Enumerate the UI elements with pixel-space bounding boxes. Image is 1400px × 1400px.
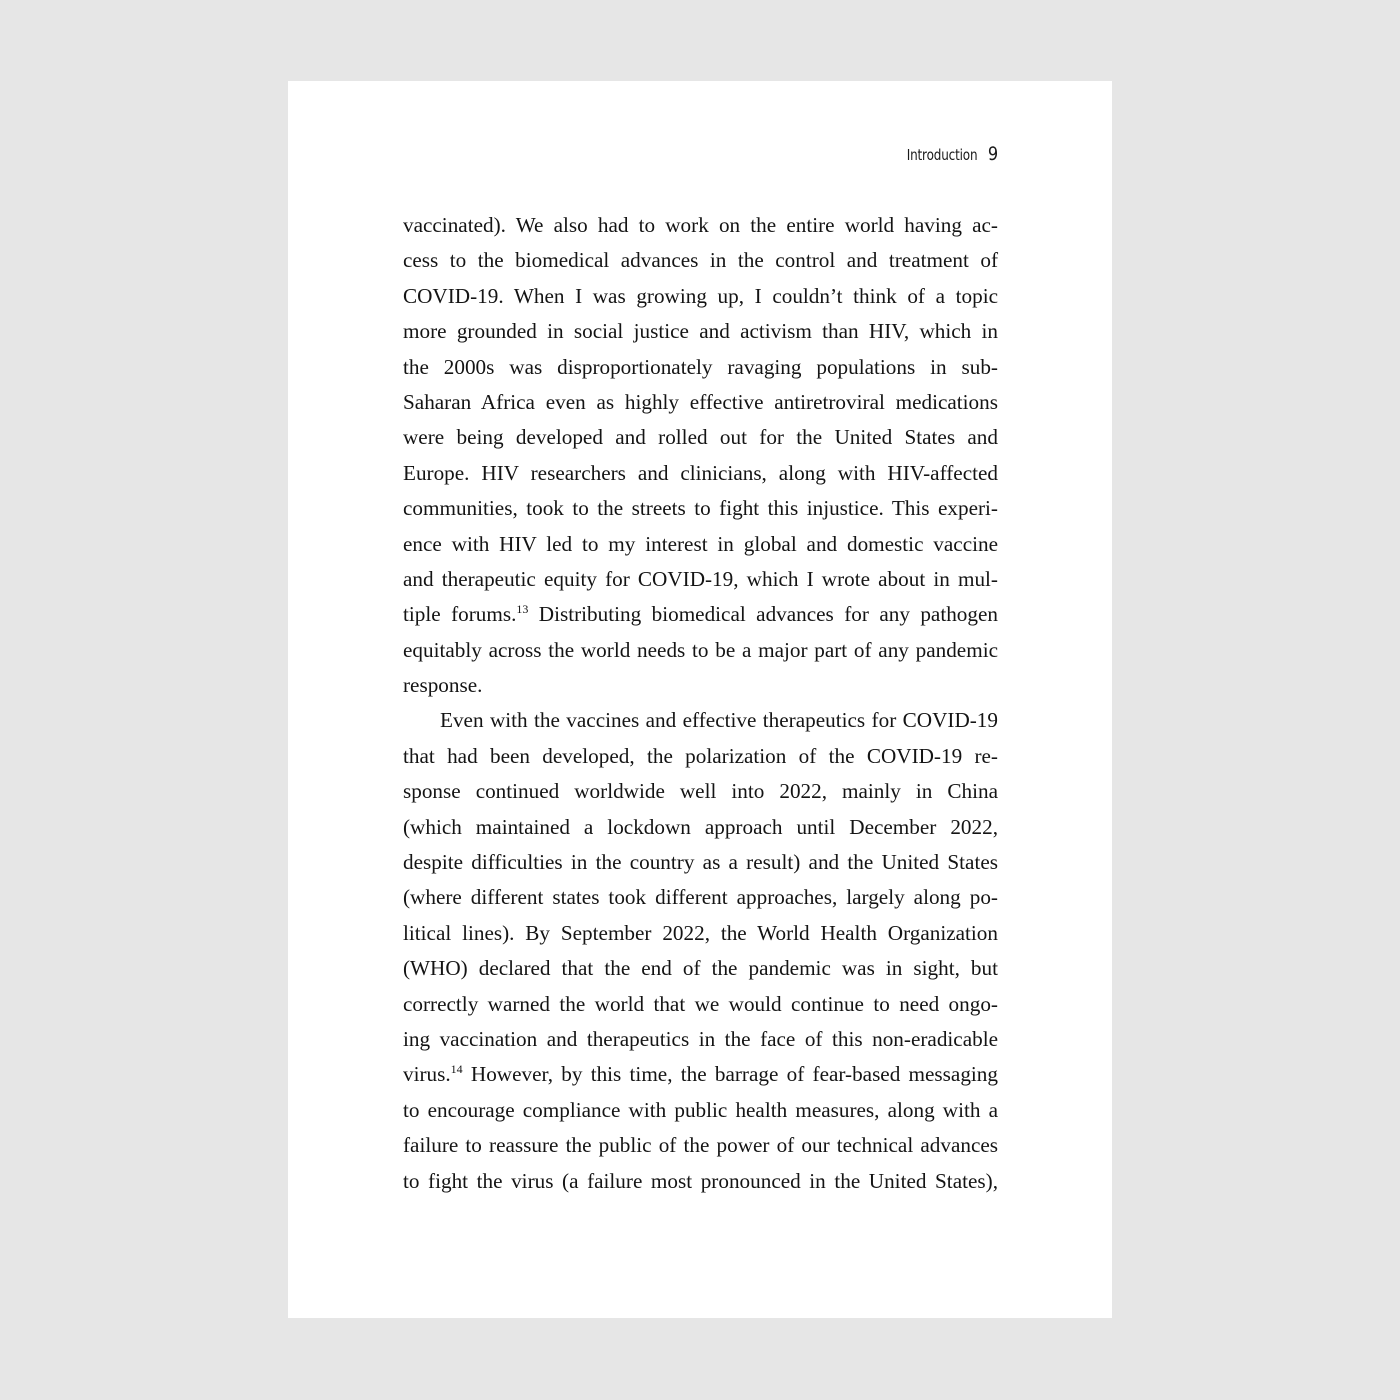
text-segment: Distributing biomedical advances for any pathogen bbox=[528, 602, 998, 627]
text-line: to encourage compliance with public health measures, along with a bbox=[403, 1097, 998, 1122]
text-line: and therapeutic equity for COVID-19, which I wrote about in mul- bbox=[403, 566, 998, 591]
text-line: were being developed and rolled out for the United States and bbox=[403, 425, 998, 450]
text-line: ence with HIV led to my interest in global and domestic vaccine bbox=[403, 531, 998, 556]
footnote-reference[interactable]: 13 bbox=[516, 602, 529, 617]
text-line: Even with the vaccines and effective therapeutics for COVID-19 bbox=[440, 708, 998, 733]
page-number: 9 bbox=[987, 143, 998, 165]
body-text bbox=[403, 208, 998, 1199]
text-line: Europe. HIV researchers and clinicians, along with HIV-affected bbox=[403, 460, 998, 485]
text-segment: tiple forums. bbox=[403, 602, 517, 627]
text-segment: virus. bbox=[403, 1062, 451, 1087]
text-line: litical lines). By September 2022, the World Health Organization bbox=[403, 920, 998, 945]
text-line: (where different states took different approaches, largely along po- bbox=[403, 885, 998, 910]
text-line: to fight the virus (a failure most pronounced in the United States), bbox=[403, 1168, 998, 1193]
book-page bbox=[288, 81, 1112, 1318]
running-head bbox=[889, 143, 998, 173]
text-line: despite difficulties in the country as a result) and the United States bbox=[403, 850, 998, 875]
paragraph bbox=[403, 703, 998, 1198]
text-line: communities, took to the streets to fight this injustice. This experi- bbox=[403, 496, 998, 521]
text-line: the 2000s was disproportionately ravaging populations in sub- bbox=[403, 354, 998, 379]
text-line: sponse continued worldwide well into 2022, mainly in China bbox=[403, 779, 998, 804]
running-title: Introduction bbox=[907, 146, 978, 164]
paragraph bbox=[403, 208, 998, 703]
text-line: (which maintained a lockdown approach until December 2022, bbox=[403, 814, 998, 839]
text-line: response. bbox=[403, 673, 483, 698]
text-line bbox=[403, 1057, 998, 1092]
text-line: (WHO) declared that the end of the pandemic was in sight, but bbox=[403, 956, 998, 981]
text-segment: However, by this time, the barrage of fear-based messaging bbox=[462, 1062, 998, 1087]
text-line bbox=[403, 597, 998, 632]
text-line: more grounded in social justice and activism than HIV, which in bbox=[403, 319, 998, 344]
text-line: correctly warned the world that we would continue to need ongo- bbox=[403, 991, 998, 1016]
text-line: Saharan Africa even as highly effective antiretroviral medications bbox=[403, 389, 998, 414]
text-line: COVID-19. When I was growing up, I couldn’t think of a topic bbox=[403, 283, 998, 308]
text-line: cess to the biomedical advances in the control and treatment of bbox=[403, 248, 998, 273]
text-line: equitably across the world needs to be a major part of any pandemic bbox=[403, 637, 998, 662]
text-line: that had been developed, the polarization of the COVID-19 re- bbox=[403, 743, 998, 768]
text-line: ing vaccination and therapeutics in the face of this non-eradicable bbox=[403, 1026, 998, 1051]
footnote-reference[interactable]: 14 bbox=[450, 1062, 463, 1077]
text-line: vaccinated). We also had to work on the entire world having ac- bbox=[403, 213, 998, 237]
text-line: failure to reassure the public of the power of our technical advances bbox=[403, 1133, 998, 1158]
